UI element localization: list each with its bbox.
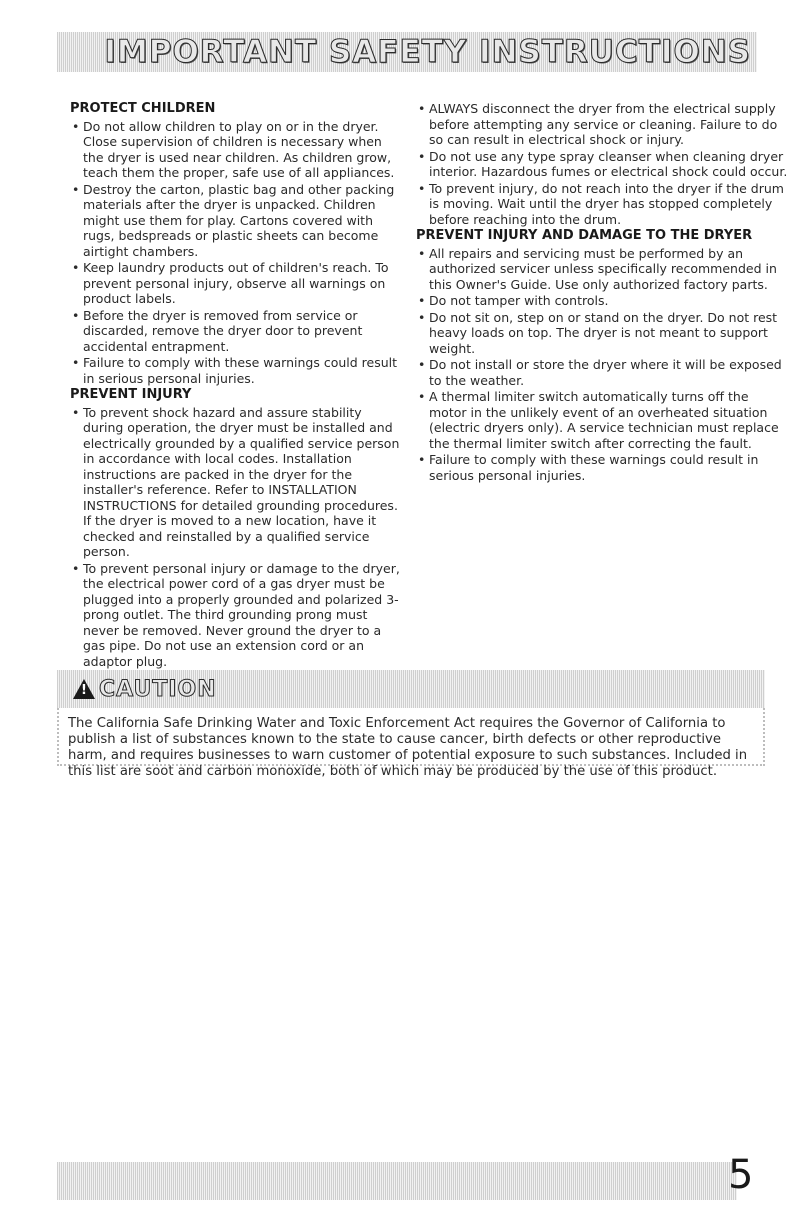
bullet-icon: •	[418, 389, 426, 404]
warning-triangle-icon: !	[73, 679, 95, 699]
header-banner	[57, 32, 757, 72]
list-item: • Failure to comply with these warnings could result in serious personal injuries.	[72, 355, 398, 386]
list-item: • Do not sit on, step on or stand on the dryer. Do not rest heavy loads on top. The dryer is not meant to support weight.	[418, 309, 778, 356]
bullet-icon: •	[72, 355, 80, 370]
list-item: • Do not use any type spray cleanser when cleaning dryer interior. Hazardous fumes or electrical shock could occur.	[418, 148, 788, 179]
page-number: 5	[728, 1152, 754, 1198]
list-item: • Keep laundry products out of children's reach. To prevent personal injury, observe all warnings on product labels.	[72, 260, 389, 306]
caution-text: The California Safe Drinking Water and Toxic Enforcement Act requires the Governor of California to publish a list of substances known to the state to cause cancer, birth defects or other reproductive harm, and requires businesses to warn customer of potential exposure to such substances. Included in this list are soot and carbon monoxide, both of which may be produced by the use of this product.	[68, 716, 748, 779]
bullet-icon: •	[418, 101, 426, 116]
list-item: • ALWAYS disconnect the dryer from the electrical supply before attempting any service or cleaning. Failure to do so can result in electrical shock or injury.	[418, 101, 778, 147]
section-heading-protect-children: PROTECT CHILDREN	[70, 101, 216, 116]
bullet-icon: •	[72, 307, 80, 323]
list-item: • All repairs and servicing must be performed by an authorized servicer unless specifically recommended in this Owner's Guide. Use only authorized factory parts.	[418, 245, 777, 292]
list-item: • To prevent personal injury or damage to the dryer, the electrical power cord of a gas dryer must be plugged into a properly grounded and polarized 3-prong outlet. The third grounding prong must never be removed. Never ground the dryer to a gas pipe. Do not use an extension cord or an adaptor plug.	[72, 560, 400, 669]
service-safety-list	[416, 101, 788, 227]
bullet-icon: •	[418, 245, 426, 261]
bullet-icon: •	[418, 309, 426, 325]
bullet-icon: •	[72, 560, 80, 576]
bullet-icon: •	[418, 293, 426, 308]
bullet-icon: •	[72, 118, 80, 134]
list-item: • Failure to comply with these warnings could result in serious personal injuries.	[418, 452, 759, 483]
protect-children-list	[70, 119, 400, 387]
bullet-icon: •	[72, 181, 80, 197]
bullet-icon: •	[418, 180, 426, 196]
page-title: IMPORTANT SAFETY INSTRUCTIONS	[104, 34, 751, 70]
section-heading-prevent-injury-and-damage: PREVENT INJURY AND DAMAGE TO THE DRYER	[416, 228, 753, 243]
prevent-damage-list	[416, 246, 788, 484]
section-heading-prevent-injury: PREVENT INJURY	[70, 387, 192, 402]
list-item: • Do not install or store the dryer where it will be exposed to the weather.	[418, 357, 782, 388]
list-item: • Do not allow children to play on or in the dryer. Close supervision of children is necessary when the dryer is used near children. As children grow, teach them the proper, safe use of all appliances.	[72, 118, 395, 180]
footer-bar	[57, 1162, 737, 1200]
list-item: • A thermal limiter switch automatically turns off the motor in the unlikely event of an overheated situation (electric dryers only). A service technician must replace the thermal limiter switch after correcting the fault.	[418, 389, 779, 451]
left-column	[70, 101, 400, 670]
bullet-icon: •	[418, 452, 426, 467]
list-item: • To prevent injury, do not reach into the dryer if the drum is moving. Wait until the dryer has stopped completely before reaching into the drum.	[418, 180, 784, 227]
caution-banner	[57, 670, 765, 708]
bullet-icon: •	[418, 148, 426, 164]
right-column	[416, 101, 788, 484]
bullet-icon: •	[72, 404, 80, 420]
caution-title: CAUTION	[99, 676, 217, 702]
prevent-injury-list	[70, 405, 400, 670]
bullet-icon: •	[72, 260, 80, 275]
bullet-icon: •	[418, 357, 426, 372]
list-item: • Before the dryer is removed from service or discarded, remove the dryer door to prevent accidental entrapment.	[72, 307, 363, 354]
list-item: • To prevent shock hazard and assure stability during operation, the dryer must be installed and electrically grounded by a qualified service person in accordance with local codes. Installation instructions are packed in the dryer for the installer's reference. Refer to INSTALLATION INSTRUCTIONS for detailed grounding procedures. If the dryer is moved to a new location, have it checked and reinstalled by a qualified service person.	[72, 404, 400, 559]
list-item: • Destroy the carton, plastic bag and other packing materials after the dryer is unpacked. Children might use them for play. Cartons covered with rugs, bedspreads or plastic sheets can become airtight chambers.	[72, 181, 395, 259]
list-item: • Do not tamper with controls.	[418, 293, 609, 308]
